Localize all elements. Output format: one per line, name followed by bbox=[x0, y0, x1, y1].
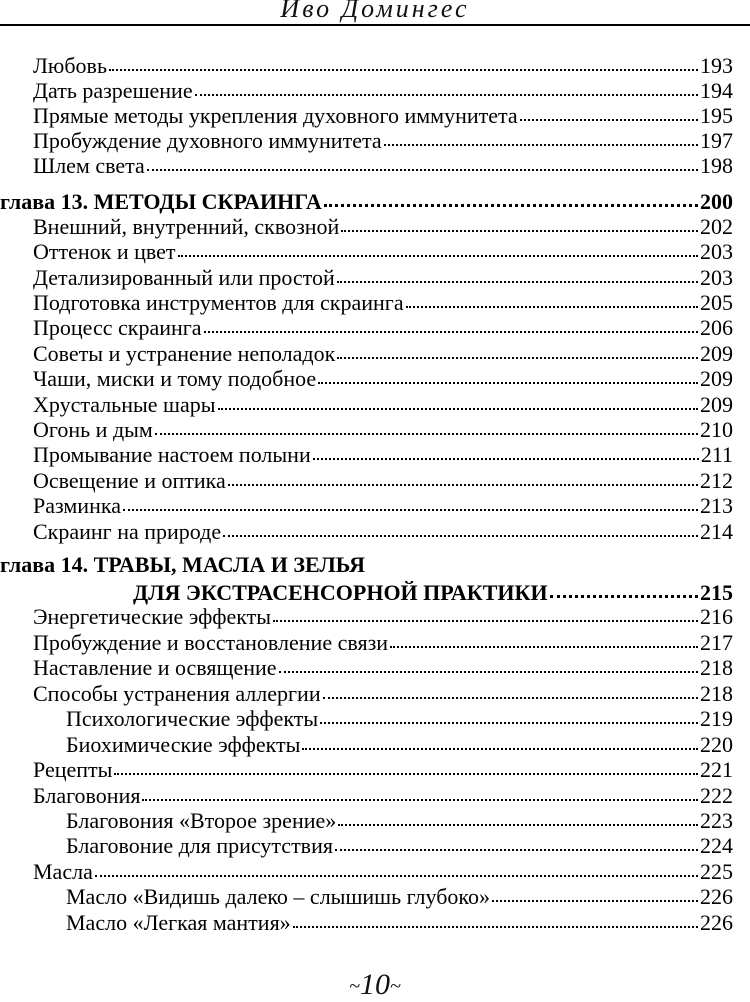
dot-leader bbox=[114, 755, 698, 775]
toc-entry[interactable] bbox=[33, 655, 733, 681]
toc-entry-title: Чаши, миски и тому подобное bbox=[33, 366, 317, 391]
toc-entry-page: 216 bbox=[700, 604, 733, 629]
dot-leader bbox=[218, 390, 698, 410]
dot-leader bbox=[520, 101, 698, 121]
dot-leader bbox=[324, 186, 698, 207]
dot-leader bbox=[313, 440, 699, 460]
toc-entry-title: Психологические эффекты bbox=[66, 706, 319, 731]
toc-entry-title: Способы устранения аллергии bbox=[33, 681, 321, 706]
dot-leader bbox=[223, 517, 698, 537]
toc-entry[interactable] bbox=[33, 315, 733, 341]
dot-leader bbox=[178, 237, 698, 257]
toc-entry-page: 224 bbox=[700, 833, 733, 858]
dot-leader bbox=[323, 679, 698, 699]
toc-entry-title: Благовоние для присутствия bbox=[66, 833, 333, 858]
toc-entry-page: 206 bbox=[700, 315, 733, 340]
chapter-title: глава 13. МЕТОДЫ СКРАИНГА bbox=[0, 189, 322, 214]
dot-leader bbox=[123, 491, 698, 511]
dot-leader bbox=[338, 806, 698, 826]
toc-subentry[interactable] bbox=[66, 884, 733, 910]
chapter-page: 200 bbox=[700, 189, 733, 214]
toc-entry-page: 209 bbox=[700, 341, 733, 366]
toc-entry-page: 218 bbox=[700, 681, 733, 706]
toc-entry-title: Биохимические эффекты bbox=[66, 732, 301, 757]
dot-leader bbox=[204, 313, 698, 333]
chapter-title-line2: ДЛЯ ЭКСТРАСЕНСОРНОЙ ПРАКТИКИ bbox=[133, 580, 548, 605]
toc-entry-page: 203 bbox=[700, 265, 733, 290]
toc-entry-title: Скраинг на природе bbox=[33, 519, 222, 544]
toc-entry-page: 205 bbox=[700, 290, 733, 315]
dot-leader bbox=[341, 212, 698, 232]
toc-entry-page: 210 bbox=[700, 417, 733, 442]
toc-entry-title: Процесс скраинга bbox=[33, 315, 202, 340]
toc-entry-title: Промывание настоем полыни bbox=[33, 442, 311, 467]
toc-entry-page: 213 bbox=[700, 493, 733, 518]
dot-leader bbox=[550, 577, 698, 598]
toc-entry-page: 212 bbox=[700, 468, 733, 493]
toc-entry-page: 223 bbox=[700, 808, 733, 833]
chapter-heading[interactable] bbox=[0, 188, 733, 214]
toc-entry-title: Дать разрешение bbox=[33, 78, 193, 103]
toc-entry-title: Пробуждение духовного иммунитета bbox=[33, 128, 382, 153]
running-title: Иво Домингес bbox=[280, 0, 470, 23]
dot-leader bbox=[492, 882, 698, 902]
toc-entry-title: Масло «Легкая мантия» bbox=[66, 910, 291, 935]
toc-entry-title: Энергетические эффекты bbox=[33, 604, 272, 629]
toc-entry-title: Детализированный или простой bbox=[33, 265, 335, 290]
toc-entry-page: 217 bbox=[700, 630, 733, 655]
toc-entry-page: 222 bbox=[700, 783, 733, 808]
toc-entry-page: 226 bbox=[700, 910, 733, 935]
ornament-right-icon: ~ bbox=[390, 975, 401, 998]
toc-entry-title: Огонь и дым bbox=[33, 417, 153, 442]
toc-entry[interactable] bbox=[33, 604, 733, 630]
dot-leader bbox=[228, 466, 698, 486]
dot-leader bbox=[390, 628, 698, 648]
toc-entry-title: Рецепты bbox=[33, 757, 113, 782]
dot-leader bbox=[195, 76, 698, 96]
toc-entry-title: Масло «Видишь далеко – слышишь глубоко» bbox=[66, 884, 490, 909]
toc-entry[interactable] bbox=[33, 239, 733, 265]
toc-entry-page: 225 bbox=[700, 859, 733, 884]
dot-leader bbox=[337, 339, 698, 359]
dot-leader bbox=[147, 151, 698, 171]
toc-subentry[interactable] bbox=[66, 910, 733, 936]
toc-entry-page: 221 bbox=[700, 757, 733, 782]
toc-entry-page: 211 bbox=[700, 442, 733, 467]
dot-leader bbox=[318, 364, 698, 384]
toc-entry-page: 209 bbox=[700, 366, 733, 391]
toc-entry-page: 214 bbox=[700, 519, 733, 544]
toc-entry-title: Наставление и освящение bbox=[33, 655, 277, 680]
dot-leader bbox=[337, 263, 698, 283]
toc-entry-title: Хрустальные шары bbox=[33, 392, 216, 417]
page-number: 10 bbox=[360, 968, 390, 1001]
toc-entry-title: Благовония bbox=[33, 783, 141, 808]
toc-entry-page: 218 bbox=[700, 655, 733, 680]
dot-leader bbox=[155, 415, 698, 435]
dot-leader bbox=[109, 51, 698, 71]
page-footer bbox=[0, 968, 750, 1002]
toc-entry-page: 226 bbox=[700, 884, 733, 909]
toc-entry[interactable] bbox=[33, 519, 733, 545]
toc-entry-page: 198 bbox=[700, 153, 733, 178]
dot-leader bbox=[279, 653, 698, 673]
toc-entry-title: Внешний, внутренний, сквозной bbox=[33, 214, 340, 239]
toc-entry-title: Прямые методы укрепления духовного иммунитета bbox=[33, 103, 518, 128]
chapter-title-line1[interactable]: глава 14. ТРАВЫ, МАСЛА И ЗЕЛЬЯ bbox=[0, 552, 365, 577]
toc-entry-page: 193 bbox=[700, 53, 733, 78]
toc-entry[interactable] bbox=[33, 366, 733, 392]
toc-entry[interactable] bbox=[33, 493, 733, 519]
toc-entry-title: Советы и устранение неполадок bbox=[33, 341, 336, 366]
dot-leader bbox=[293, 908, 698, 928]
toc-entry-page: 197 bbox=[700, 128, 733, 153]
toc-entry[interactable] bbox=[33, 442, 733, 468]
toc-entry[interactable] bbox=[33, 757, 733, 783]
toc-entry-page: 194 bbox=[700, 78, 733, 103]
toc-entry-title: Разминка bbox=[33, 493, 121, 518]
dot-leader bbox=[95, 857, 698, 877]
toc-entry-page: 219 bbox=[700, 706, 733, 731]
dot-leader bbox=[142, 781, 698, 801]
toc-entry-page: 209 bbox=[700, 392, 733, 417]
toc-entry-title: Пробуждение и восстановление связи bbox=[33, 630, 389, 655]
toc-entry-page: 202 bbox=[700, 214, 733, 239]
toc-subentry[interactable] bbox=[66, 833, 733, 859]
toc-entry[interactable] bbox=[33, 153, 733, 179]
ornament-left-icon: ~ bbox=[349, 975, 360, 998]
dot-leader bbox=[273, 602, 698, 622]
toc-subentry[interactable] bbox=[66, 706, 733, 732]
toc-entry-page: 203 bbox=[700, 239, 733, 264]
dot-leader bbox=[320, 704, 698, 724]
toc-entry-title: Благовония «Второе зрение» bbox=[66, 808, 337, 833]
dot-leader bbox=[302, 730, 698, 750]
chapter-page: 215 bbox=[700, 580, 733, 605]
toc-entry-title: Оттенок и цвет bbox=[33, 239, 176, 264]
toc-entry-title: Шлем света bbox=[33, 153, 145, 178]
toc-entry-page: 195 bbox=[700, 103, 733, 128]
dot-leader bbox=[384, 126, 698, 146]
toc-entry-title: Освещение и оптика bbox=[33, 468, 226, 493]
toc-entry-page: 220 bbox=[700, 732, 733, 757]
toc-entry-title: Любовь bbox=[33, 53, 107, 78]
toc-entry-title: Масла bbox=[33, 859, 93, 884]
toc-entry-title: Подготовка инструментов для скраинга bbox=[33, 290, 404, 315]
dot-leader bbox=[406, 288, 698, 308]
dot-leader bbox=[335, 831, 698, 851]
